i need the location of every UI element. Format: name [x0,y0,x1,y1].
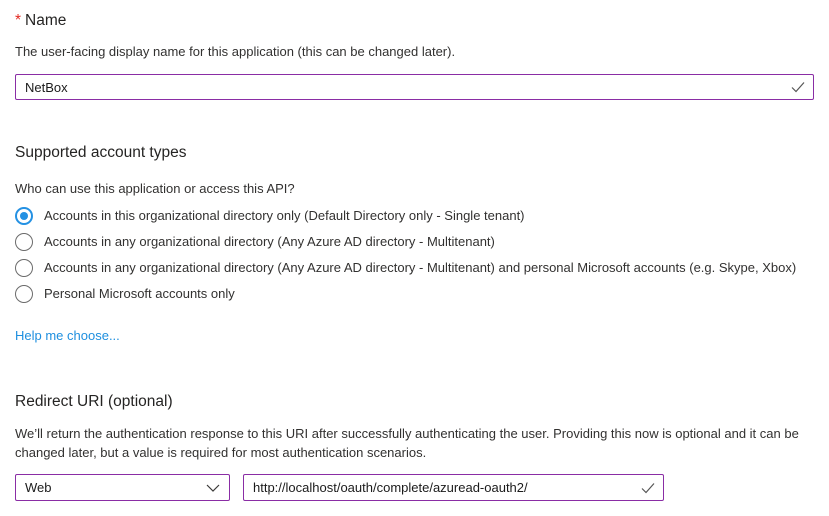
name-description: The user-facing display name for this application (this can be changed later). [15,44,456,59]
redirect-uri-heading: Redirect URI (optional) [15,393,173,410]
name-section-heading [15,11,814,30]
radio-option-label: Personal Microsoft accounts only [44,286,235,301]
redirect-uri-field-container [243,474,664,501]
radio-option-multitenant[interactable] [15,233,814,251]
chevron-down-icon [206,484,220,492]
radio-option-multitenant-personal[interactable] [15,259,814,277]
radio-unselected-icon[interactable] [15,233,33,251]
redirect-uri-input[interactable] [243,474,664,501]
radio-option-label: Accounts in any organizational directory (Any Azure AD directory - Multitenant) and personal Microsoft accounts (e.g. Skype, Xbox) [44,260,797,275]
account-types-heading: Supported account types [15,144,187,161]
help-me-choose-link[interactable]: Help me choose... [15,328,120,343]
radio-option-label: Accounts in this organizational directory only (Default Directory only - Single tenant) [44,208,525,223]
radio-selected-icon[interactable] [15,207,33,225]
required-asterisk: * [15,12,22,29]
radio-option-single-tenant[interactable] [15,207,814,225]
account-types-question: Who can use this application or access this API? [15,181,295,196]
radio-unselected-icon[interactable] [15,259,33,277]
name-heading-label: Name [25,12,67,29]
platform-select[interactable] [15,474,230,501]
redirect-description-line: changed later, but a value is required for most authentication scenarios. [15,445,427,460]
account-types-radio-group [15,207,814,303]
redirect-uri-controls [15,474,814,501]
platform-select-value: Web [25,480,52,495]
name-input[interactable] [15,74,814,100]
radio-option-personal-only[interactable] [15,285,814,303]
redirect-uri-description [15,424,814,462]
name-field-container [15,74,814,100]
radio-unselected-icon[interactable] [15,285,33,303]
redirect-description-line: We’ll return the authentication response to this URI after successfully authenticating the user. Providing this now is optional and it can be [15,426,799,441]
radio-option-label: Accounts in any organizational directory (Any Azure AD directory - Multitenant) [44,234,495,249]
